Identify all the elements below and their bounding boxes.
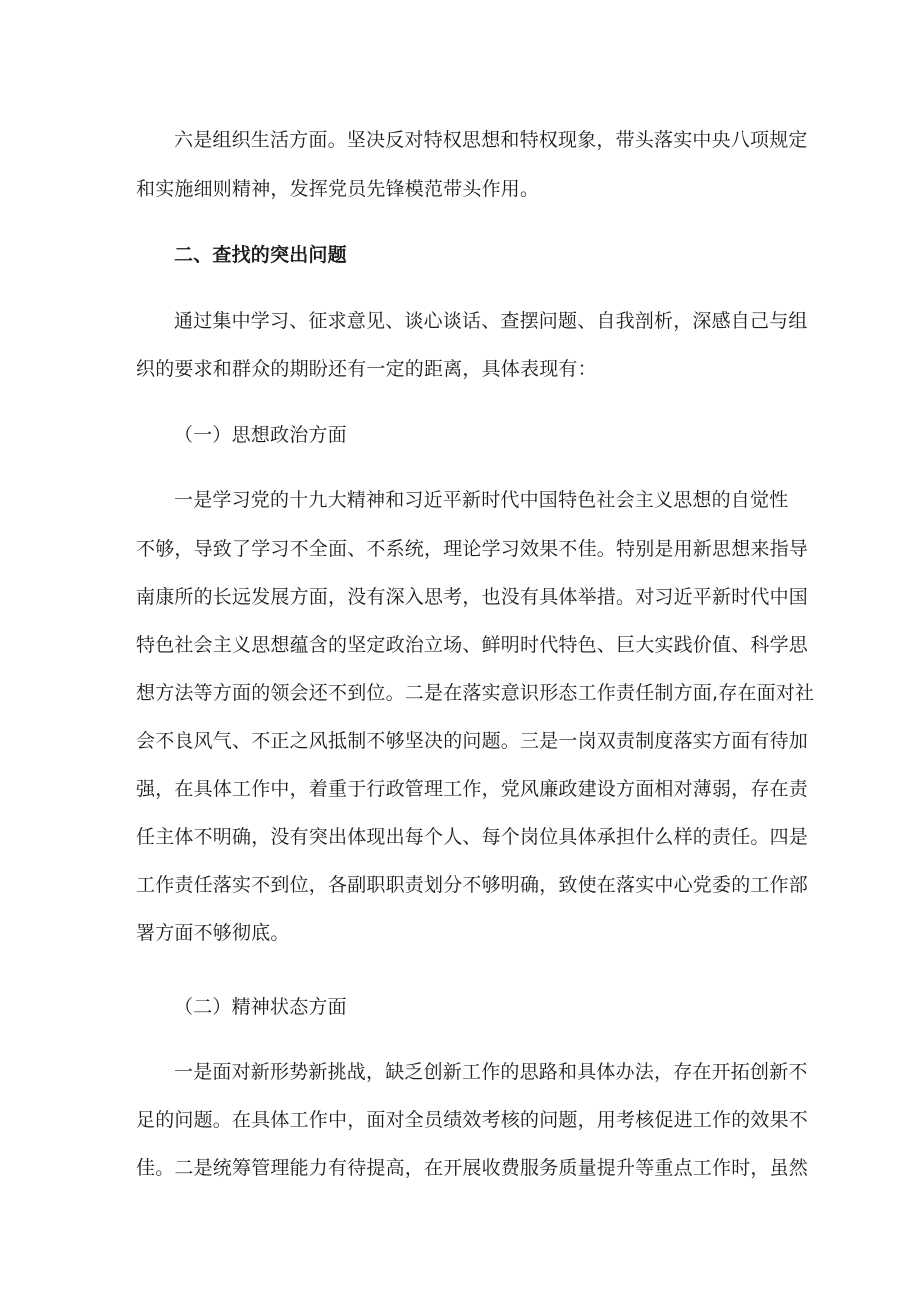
subsection-heading: （二）精神状态方面	[174, 996, 347, 1018]
paragraph-line: 强，在具体工作中，着重于行政管理工作，党风廉政建设方面相对薄弱，存在责	[136, 778, 809, 800]
paragraph-line: 想方法等方面的领会还不到位。二是在落实意识形态工作责任制方面,存在面对社	[136, 682, 815, 704]
paragraph-line: 署方面不够彻底。	[136, 922, 290, 944]
paragraph-line: 特色社会主义思想蕴含的坚定政治立场、鲜明时代特色、巨大实践价值、科学思	[136, 634, 809, 656]
subsection-heading: （一）思想政治方面	[174, 424, 347, 446]
paragraph-line: 不够，导致了学习不全面、不系统，理论学习效果不佳。特别是用新思想来指导	[136, 538, 809, 560]
paragraph-line: 一是面对新形势新挑战，缺乏创新工作的思路和具体办法，存在开拓创新不	[174, 1061, 808, 1083]
paragraph-line: 通过集中学习、征求意见、谈心谈话、查摆问题、自我剖析，深感自己与组	[174, 310, 808, 332]
paragraph-line: 足的问题。在具体工作中，面对全员绩效考核的问题，用考核促进工作的效果不	[136, 1109, 809, 1131]
section-heading: 二、查找的突出问题	[174, 244, 347, 266]
paragraph-line: 任主体不明确，没有突出体现出每个人、每个岗位具体承担什么样的责任。四是	[136, 826, 809, 848]
paragraph-line: 织的要求和群众的期盼还有一定的距离，具体表现有：	[136, 358, 597, 380]
paragraph-line: 工作责任落实不到位，各副职职责划分不够明确，致使在落实中心党委的工作部	[136, 874, 809, 896]
paragraph-line: 佳。二是统筹管理能力有待提高，在开展收费服务质量提升等重点工作时，虽然	[136, 1157, 809, 1179]
paragraph-line: 一是学习党的十九大精神和习近平新时代中国特色社会主义思想的自觉性	[174, 489, 789, 511]
paragraph-line: 南康所的长远发展方面，没有深入思考，也没有具体举措。对习近平新时代中国	[136, 586, 809, 608]
paragraph-line: 会不良风气、不正之风抵制不够坚决的问题。三是一岗双责制度落实方面有待加	[136, 730, 809, 752]
paragraph-line: 六是组织生活方面。坚决反对特权思想和特权现象，带头落实中央八项规定	[174, 129, 808, 151]
paragraph-line: 和实施细则精神，发挥党员先锋模范带头作用。	[136, 178, 540, 200]
